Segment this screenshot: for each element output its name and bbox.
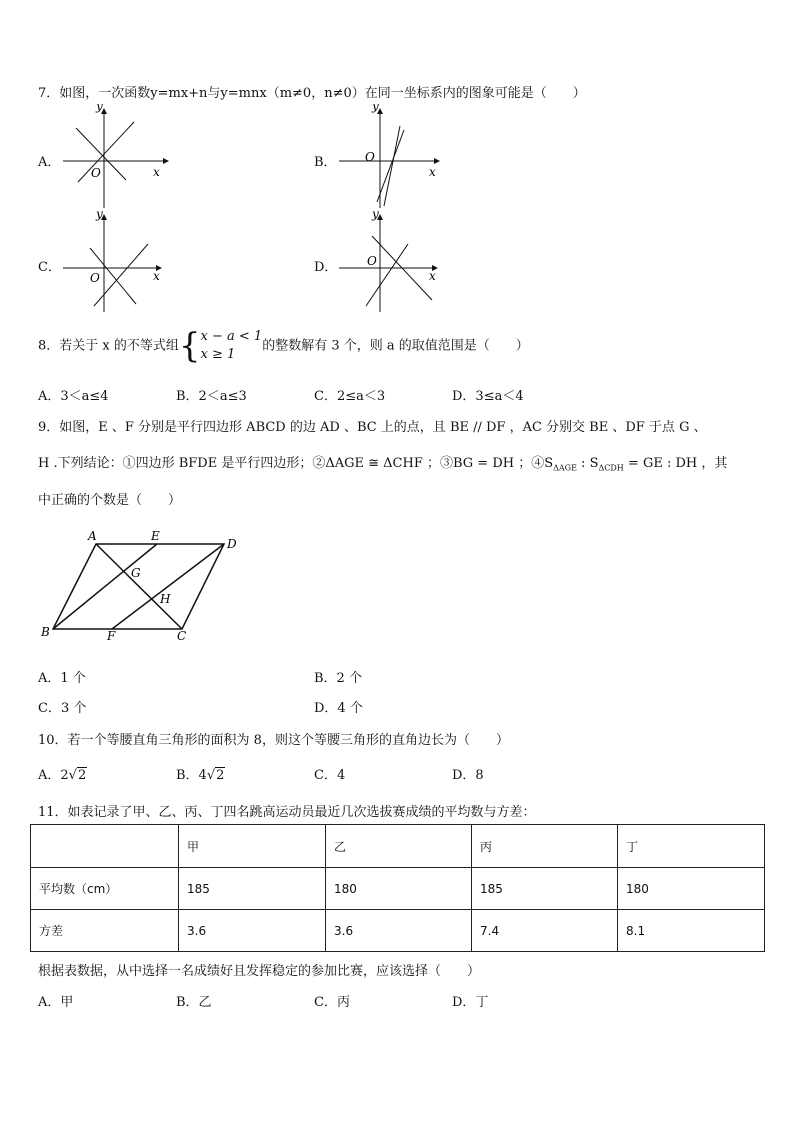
label-c: C	[177, 629, 187, 643]
q10-option-b-text: B．4	[176, 768, 207, 783]
table-header-cell	[31, 825, 179, 868]
table-cell: 8.1	[618, 910, 765, 952]
q8-stem-prefix: 8．若关于 x 的不等式组	[38, 338, 179, 354]
q8-stem-suffix: 的整数解有 3 个，则 a 的取值范围是（ ）	[262, 338, 529, 354]
q9-sub-2: ΔCDH	[598, 463, 624, 473]
q8-option-c[interactable]: C．2≤a＜3	[314, 389, 386, 404]
table-header-cell: 丙	[472, 825, 618, 868]
q9-option-d[interactable]: D．4 个	[314, 701, 363, 716]
brace-symbol: {	[178, 326, 201, 366]
y-label: y	[96, 104, 103, 113]
q9-line-2-mid: : S	[576, 456, 599, 471]
q8-option-d[interactable]: D．3≤a＜4	[452, 389, 524, 404]
origin-label: O	[365, 150, 375, 164]
q7-graph-c	[58, 208, 173, 316]
table-row	[31, 910, 765, 952]
inequality-2: x ≥ 1	[200, 347, 236, 362]
q9-line-1: 9．如图，E 、F 分别是平行四边形 ABCD 的边 AD 、BC 上的点，且 BE // DF ，AC 分别交 BE 、DF 于点 G 、	[38, 420, 707, 435]
q7-option-d[interactable]: D．	[314, 260, 338, 275]
q11-option-b[interactable]: B．乙	[176, 995, 212, 1010]
inequality-system	[201, 328, 263, 364]
inequality-1: x − a < 1	[200, 329, 263, 344]
q9-option-b[interactable]: B．2 个	[314, 671, 362, 686]
q8-option-a[interactable]: A．3＜a≤4	[38, 389, 109, 404]
table-cell: 3.6	[179, 910, 326, 952]
q7-option-b[interactable]: B．	[314, 155, 337, 170]
label-a: A	[88, 529, 97, 543]
y-label: y	[372, 104, 379, 113]
q9-option-a[interactable]: A．1 个	[38, 671, 86, 686]
x-arrow-icon	[434, 158, 440, 164]
origin-label: O	[90, 271, 100, 285]
q10-option-c[interactable]: C．4	[314, 768, 346, 783]
label-e: E	[151, 529, 160, 543]
q7-option-c[interactable]: C．	[38, 260, 61, 275]
q11-option-d[interactable]: D．丁	[452, 995, 489, 1010]
q11-option-a[interactable]: A．甲	[38, 995, 74, 1010]
q8-option-b[interactable]: B．2＜a≤3	[176, 389, 247, 404]
q9-line-2	[38, 452, 727, 473]
label-h: H	[160, 592, 171, 606]
q10-stem: 10．若一个等腰直角三角形的面积为 8，则这个等腰三角形的直角边长为（ ）	[38, 733, 509, 748]
line-1	[377, 130, 404, 202]
origin-label: O	[367, 254, 377, 268]
label-f: F	[107, 629, 116, 643]
table-cell: 3.6	[326, 910, 472, 952]
q9-line-2-text: H .下列结论：①四边形 BFDE 是平行四边形；②ΔAGE ≅ ΔCHF ；③BG = DH ；④S	[38, 456, 554, 471]
q7-graph-b	[334, 104, 449, 212]
q8-stem	[38, 328, 529, 364]
table-cell: 平均数（cm）	[31, 868, 179, 910]
q11-stem: 11．如表记录了甲、乙、丙、丁四名跳高运动员最近几次选拔赛成绩的平均数与方差：	[38, 805, 536, 820]
x-label: x	[153, 269, 160, 283]
q9-option-c[interactable]: C．3 个	[38, 701, 87, 716]
table-row	[31, 868, 765, 910]
q9-sub-1: ΔAGE	[553, 463, 577, 473]
sqrt-icon: √	[206, 768, 216, 783]
line-1	[76, 128, 126, 180]
q11-option-c[interactable]: C．丙	[314, 995, 350, 1010]
line-2	[94, 244, 148, 306]
q10-option-a-text: A．2	[38, 768, 69, 783]
q10-option-a-radicand: 2	[77, 768, 87, 783]
q7-option-a[interactable]: A．	[38, 155, 61, 170]
q7-stem: 7．如图，一次函数y=mx+n与y=mnx（m≠0，n≠0）在同一坐标系内的图象可能是（ ）	[38, 86, 586, 101]
segment-df	[112, 544, 224, 629]
table-cell: 方差	[31, 910, 179, 952]
segment-be	[53, 544, 157, 629]
line-2	[78, 122, 134, 182]
table-header-cell: 甲	[179, 825, 326, 868]
table-header-row	[31, 825, 765, 868]
q11-followup: 根据表数据，从中选择一名成绩好且发挥稳定的参加比赛，应该选择（ ）	[38, 964, 481, 979]
table-cell: 185	[179, 868, 326, 910]
line-2	[384, 126, 400, 206]
q9-line-3: 中正确的个数是（ ）	[38, 493, 182, 508]
q9-line-2-end: = GE : DH ，其	[623, 456, 728, 471]
y-label: y	[96, 208, 103, 221]
label-b: B	[41, 625, 50, 639]
table-cell: 180	[326, 868, 472, 910]
parallelogram-figure	[36, 528, 246, 644]
scores-table	[30, 824, 765, 952]
sqrt-icon: √	[68, 768, 77, 783]
x-label: x	[429, 165, 436, 179]
x-label: x	[153, 165, 160, 179]
q7-graph-a	[58, 104, 173, 212]
q7-graph-d	[334, 208, 449, 316]
table-cell: 7.4	[472, 910, 618, 952]
x-label: x	[429, 269, 436, 283]
label-g: G	[131, 566, 141, 580]
x-arrow-icon	[163, 158, 169, 164]
q10-option-a[interactable]	[38, 764, 87, 783]
table-header-cell: 丁	[618, 825, 765, 868]
q10-option-b[interactable]	[176, 764, 225, 783]
label-d: D	[227, 537, 237, 551]
table-header-cell: 乙	[326, 825, 472, 868]
q10-option-b-radicand: 2	[216, 768, 225, 783]
origin-label: O	[91, 166, 101, 180]
q10-option-d[interactable]: D．8	[452, 768, 484, 783]
y-label: y	[372, 208, 379, 221]
table-cell: 185	[472, 868, 618, 910]
table-cell: 180	[618, 868, 765, 910]
